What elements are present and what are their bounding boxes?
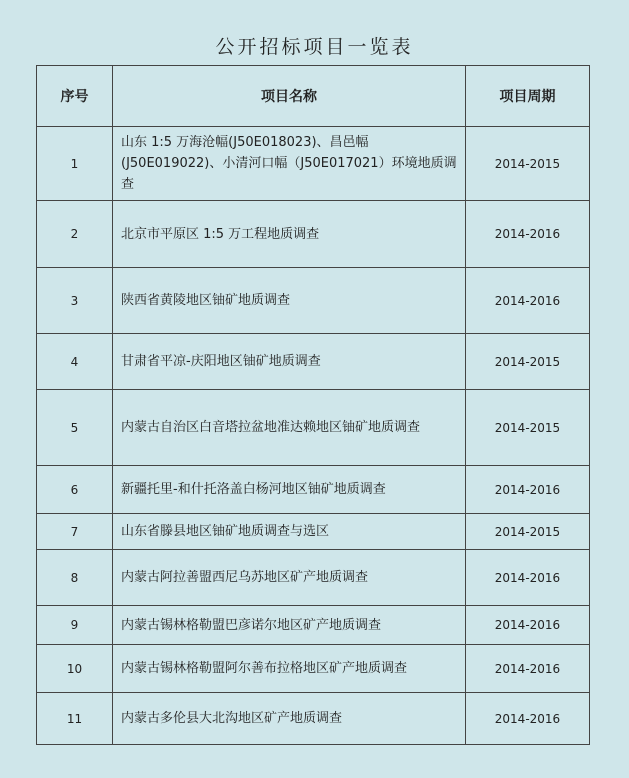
table-row [37, 390, 590, 466]
row-name: 山东 1:5 万海沧幅(J50E018023)、昌邑幅(J50E019022)、小清河口幅（J50E017021）环境地质调查 [113, 127, 466, 201]
row-index: 11 [37, 693, 113, 745]
page-title: 公开招标项目一览表 [215, 36, 414, 58]
header-period: 项目周期 [466, 66, 590, 127]
table-row [37, 606, 590, 645]
table-row [37, 550, 590, 606]
row-name: 内蒙古阿拉善盟西尼乌苏地区矿产地质调查 [113, 550, 466, 606]
project-table [36, 65, 590, 745]
table-row [37, 334, 590, 390]
row-period: 2014-2016 [466, 201, 590, 268]
row-name: 北京市平原区 1:5 万工程地质调查 [113, 201, 466, 268]
table-row [37, 514, 590, 550]
row-period: 2014-2016 [466, 466, 590, 514]
row-index: 4 [37, 334, 113, 390]
row-period: 2014-2016 [466, 693, 590, 745]
row-name: 甘肃省平凉-庆阳地区铀矿地质调查 [113, 334, 466, 390]
row-name: 山东省滕县地区铀矿地质调查与选区 [113, 514, 466, 550]
table-row [37, 466, 590, 514]
row-period: 2014-2015 [466, 514, 590, 550]
row-period: 2014-2015 [466, 127, 590, 201]
row-index: 2 [37, 201, 113, 268]
row-index: 6 [37, 466, 113, 514]
table-row [37, 201, 590, 268]
row-name: 新疆托里-和什托洛盖白杨河地区铀矿地质调查 [113, 466, 466, 514]
row-period: 2014-2016 [466, 268, 590, 334]
table-row [37, 645, 590, 693]
row-index: 9 [37, 606, 113, 645]
row-period: 2014-2016 [466, 645, 590, 693]
row-period: 2014-2016 [466, 606, 590, 645]
row-index: 7 [37, 514, 113, 550]
row-index: 1 [37, 127, 113, 201]
table-row [37, 127, 590, 201]
table-row [37, 268, 590, 334]
header-name: 项目名称 [113, 66, 466, 127]
row-period: 2014-2015 [466, 390, 590, 466]
row-index: 8 [37, 550, 113, 606]
row-period: 2014-2015 [466, 334, 590, 390]
table-row [37, 693, 590, 745]
table-header-row [37, 66, 590, 127]
row-name: 内蒙古锡林格勒盟阿尔善布拉格地区矿产地质调查 [113, 645, 466, 693]
header-index: 序号 [37, 66, 113, 127]
row-index: 5 [37, 390, 113, 466]
row-name: 内蒙古自治区白音塔拉盆地准达赖地区铀矿地质调查 [113, 390, 466, 466]
row-name: 陕西省黄陵地区铀矿地质调查 [113, 268, 466, 334]
row-index: 3 [37, 268, 113, 334]
row-name: 内蒙古多伦县大北沟地区矿产地质调查 [113, 693, 466, 745]
row-name: 内蒙古锡林格勒盟巴彦诺尔地区矿产地质调查 [113, 606, 466, 645]
row-period: 2014-2016 [466, 550, 590, 606]
row-index: 10 [37, 645, 113, 693]
